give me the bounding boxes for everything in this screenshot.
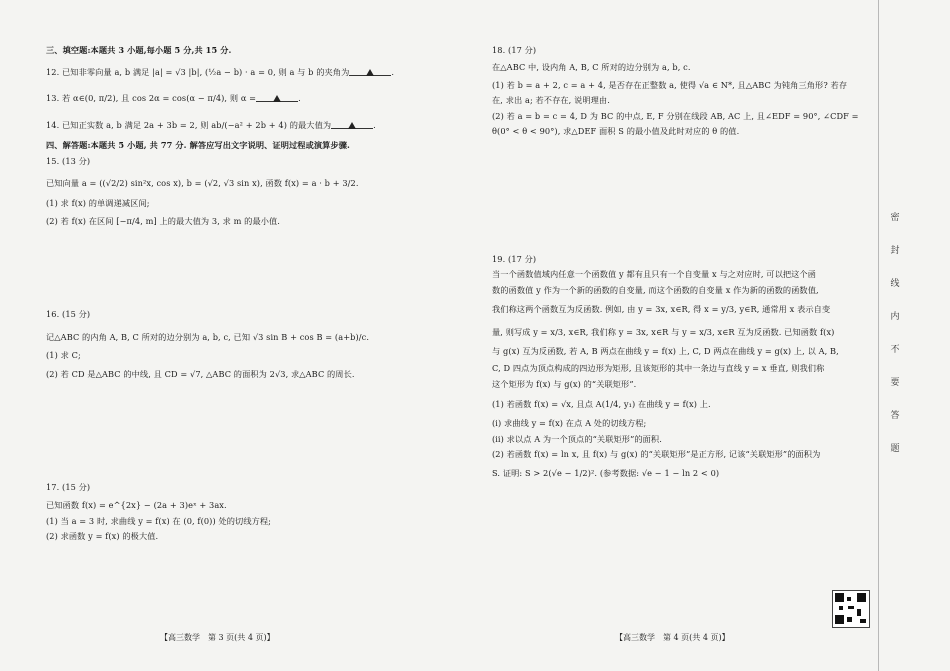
triangle-icon: [273, 95, 281, 102]
seal-line-char: 线: [890, 279, 900, 289]
page-4-line-text: 与 g(x) 互为反函数, 若 A, B 两点在曲线 y = f(x) 上, C, D 两点在曲线 y = g(x) 上, 以 A, B,: [492, 346, 839, 356]
page-4-line: [492, 468, 719, 479]
page-3-line: 13. 若 α∈(0, π/2), 且 cos 2α = cos(α − π/4), 则 α = .: [46, 93, 301, 103]
seal-line-char: 密: [890, 213, 900, 223]
page-3-line-text: 16. (15 分): [46, 309, 91, 319]
page-3-line-text: 12. 已知非零向量 a, b 满足 |a| = √3 |b|, (½a − b) · a = 0, 则 a 与 b 的夹角为: [46, 67, 350, 77]
page-4-line-text: 我们称这两个函数互为反函数. 例如, 由 y = 3x, x∈R, 得 x = y/3, y∈R, 通常用 x 表示自变: [492, 304, 831, 314]
page-3-line: [46, 482, 90, 493]
page-4-line-text: 当一个函数值域内任意一个函数值 y 都有且只有一个自变量 x 与之对应时, 可以把这个函: [492, 269, 817, 279]
page-3-line: [46, 216, 280, 227]
seal-line-char: 答: [890, 411, 900, 421]
page-3-line: [46, 140, 350, 151]
page-4-line-text: 这个矩形为 f(x) 与 g(x) 的“关联矩形”.: [492, 379, 637, 389]
page-4-line-text: (1) 若函数 f(x) = √x, 且点 A(1/4, y₁) 在曲线 y = f(x) 上.: [492, 399, 711, 409]
page-3-line: [46, 531, 158, 542]
page-4-line: [492, 363, 824, 374]
page-3-line-text: 已知函数 f(x) = e^{2x} − (2a + 3)eˣ + 3ax.: [46, 500, 227, 510]
page-4-line-text: C, D 四点为顶点构成的四边形为矩形, 且该矩形的其中一条边与直线 y = x 垂直, 则我们称: [492, 363, 825, 373]
page-4-line: [492, 304, 830, 315]
page-4-line-text: (2) 若 a = b = c = 4, D 为 BC 的中点, E, F 分别在线段 AB, AC 上, 且∠EDF = 90°, ∠CDF =: [492, 111, 859, 121]
page-4-line: [492, 418, 646, 429]
page-4-line-text: 在△ABC 中, 设内角 A, B, C 所对的边分别为 a, b, c.: [492, 62, 691, 72]
page-3-line-text: (1) 求 f(x) 的单调递减区间;: [46, 198, 150, 208]
seal-line-char: 题: [890, 444, 900, 454]
page-4-line: [492, 80, 847, 91]
page-3-line: [46, 178, 359, 189]
page-3-line: [46, 198, 150, 209]
page-3-line-text: 三、填空题:本题共 3 小题,每小题 5 分,共 15 分.: [46, 45, 232, 55]
page-3-footer: 【高三数学 第 3 页(共 4 页)】: [160, 633, 275, 642]
page-4-line: [492, 285, 819, 296]
page-3-line: [46, 350, 81, 361]
page-3-line-text: 四、解答题:本题共 5 小题, 共 77 分. 解答应写出文字说明、证明过程或演算步骤.: [46, 140, 350, 150]
page-3-line-text: (2) 若 CD 是△ABC 的中线, 且 CD = √7, △ABC 的面积为 2√3, 求△ABC 的周长.: [46, 369, 355, 379]
answer-blank: [331, 120, 373, 129]
page-4-line: [492, 399, 711, 410]
page-4-line-text: 数的函数值 y 作为一个新的函数的自变量, 而这个函数的自变量 x 作为新的函数的函数值,: [492, 285, 819, 295]
page-3-line: [46, 332, 369, 343]
page-4-line-text: (2) 若函数 f(x) = ln x, 且 f(x) 与 g(x) 的“关联矩形”是正方形, 记该“关联矩形”的面积为: [492, 449, 821, 459]
triangle-icon: [366, 69, 374, 76]
page-3-line: 14. 已知正实数 a, b 满足 2a + 3b = 2, 则 ab/(−a² + 2b + 4) 的最大值为 .: [46, 120, 376, 130]
page-4-line-text: (ⅰ) 求曲线 y = f(x) 在点 A 处的切线方程;: [492, 418, 647, 428]
page-3-line: [46, 516, 271, 527]
seal-line-char: 不: [890, 345, 900, 355]
binding-divider: [878, 0, 879, 671]
page-3-line-text: 17. (15 分): [46, 482, 91, 492]
answer-blank: [349, 67, 391, 76]
page-4-line: [492, 434, 662, 445]
page-4-line: [492, 111, 859, 122]
page-4-line-text: 在, 求出 a; 若不存在, 说明理由.: [492, 95, 610, 105]
answer-blank: [256, 93, 298, 102]
page-3-line: 12. 已知非零向量 a, b 满足 |a| = √3 |b|, (½a − b) · a = 0, 则 a 与 b 的夹角为 .: [46, 67, 395, 77]
page-4-line: [492, 95, 610, 106]
triangle-icon: [348, 122, 356, 129]
page-3-line-text: (2) 求函数 y = f(x) 的极大值.: [46, 531, 159, 541]
page-4-line-text: θ(0° < θ < 90°), 求△DEF 面积 S 的最小值及此时对应的 θ 的值.: [492, 126, 740, 136]
page-4-line: [492, 327, 834, 338]
qr-code-icon: [832, 590, 870, 628]
page-3-line-text: 13. 若 α∈(0, π/2), 且 cos 2α = cos(α − π/4), 则 α =: [46, 93, 257, 103]
page-3-line-text: 14. 已知正实数 a, b 满足 2a + 3b = 2, 则 ab/(−a² + 2b + 4) 的最大值为: [46, 120, 332, 130]
page-4-line: [492, 45, 536, 56]
page-3-line: [46, 369, 355, 380]
page-4-line: [492, 62, 691, 73]
page-4-line-text: 19. (17 分): [492, 254, 537, 264]
page-4-line-text: 量, 则写成 y = x/3, x∈R, 我们称 y = 3x, x∈R 与 y = x/3, x∈R 互为反函数. 已知函数 f(x): [492, 327, 835, 337]
seal-line-char: 内: [890, 312, 900, 322]
page-3-line-text: 已知向量 a = ((√2/2) sin²x, cos x), b = (√2, √3 sin x), 函数 f(x) = a · b + 3/2.: [46, 178, 359, 188]
page-4-line-text: (ⅱ) 求以点 A 为一个顶点的“关联矩形”的面积.: [492, 434, 662, 444]
page-3-line: [46, 309, 90, 320]
seal-line-char: 要: [890, 378, 900, 388]
page-4-footer: 【高三数学 第 4 页(共 4 页)】: [615, 633, 730, 642]
page-3-line: [46, 156, 90, 167]
page-4-line: [492, 379, 636, 390]
page-4-line: [492, 254, 536, 265]
page-4-line: [492, 269, 816, 280]
page-3-line-text: 15. (13 分): [46, 156, 91, 166]
page-4-line-text: (1) 若 b = a + 2, c = a + 4, 是否存在正整数 a, 使得 √a ∈ N*, 且△ABC 为钝角三角形? 若存: [492, 80, 848, 90]
page-3-line-text: (1) 当 a = 3 时, 求曲线 y = f(x) 在 (0, f(0)) 处的切线方程;: [46, 516, 272, 526]
page-3-line: [46, 45, 231, 56]
page-4-line: [492, 449, 820, 460]
page-4-line: [492, 126, 739, 137]
page-4-line: [492, 346, 839, 357]
page-3-line-text: (2) 若 f(x) 在区间 [−π/4, m] 上的最大值为 3, 求 m 的最小值.: [46, 216, 281, 226]
page-4-line-text: 18. (17 分): [492, 45, 537, 55]
seal-line-char: 封: [890, 246, 900, 256]
page-3-line: [46, 500, 227, 511]
page-4-line-text: S. 证明: S > 2(√e − 1/2)². (参考数据: √e − 1 − ln 2 < 0): [492, 468, 720, 478]
page-3-line-text: (1) 求 C;: [46, 350, 81, 360]
page-3-line-text: 记△ABC 的内角 A, B, C 所对的边分别为 a, b, c, 已知 √3 sin B + cos B = (a+b)/c.: [46, 332, 370, 342]
